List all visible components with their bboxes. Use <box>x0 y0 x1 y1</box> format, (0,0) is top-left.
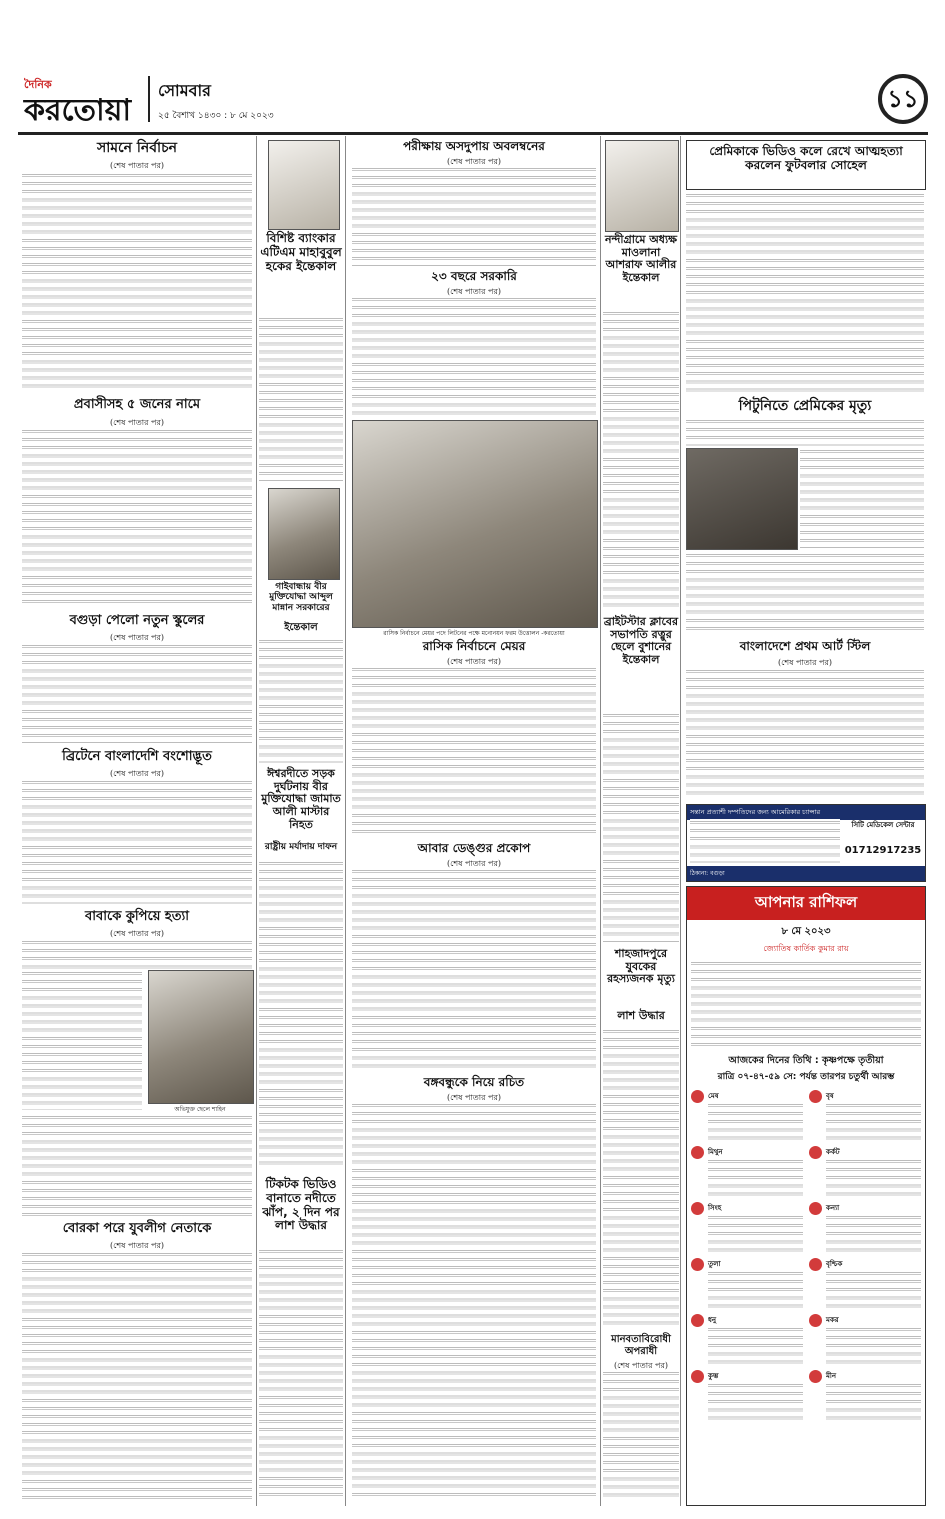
headline-britain: ব্রিটেনে বাংলাদেশি বংশোদ্ভূত <box>62 749 212 764</box>
photo-gaibandha <box>268 488 340 580</box>
body-pitunite <box>686 418 924 446</box>
rashi-name: কর্কট <box>826 1147 840 1156</box>
subtitle-ishwardi: রাষ্ট্রীয় মর্যাদায় দাফন <box>264 842 338 852</box>
headline-samne: সামনে নির্বাচন <box>96 140 178 156</box>
clinic-ad <box>686 804 926 882</box>
body-pitunite-3 <box>686 552 924 632</box>
headline-borka: বোরকা পরে যুবলীগ নেতাকে <box>62 1221 212 1236</box>
rashifal-header: আপনার রাশিফল <box>687 887 925 920</box>
headline-shahjadpur: শাহজাদপুরে যুবকের রহস্যজনক মৃত্যু <box>607 947 675 986</box>
rashi-item <box>809 1258 921 1310</box>
zodiac-icon <box>809 1146 822 1159</box>
photo-banker <box>268 140 340 230</box>
rashi-item <box>809 1314 921 1366</box>
premika-headline-box <box>686 140 926 190</box>
rashi-item <box>691 1370 803 1422</box>
rashi-name: কন্যা <box>826 1203 840 1212</box>
body-shahjadpur <box>603 1028 679 1328</box>
cont-sarkari: (শেষ পাতার পর) <box>446 287 502 296</box>
body-babake-2 <box>22 1114 252 1216</box>
photo-pitunite <box>686 448 798 550</box>
body-tiktok <box>259 1248 343 1500</box>
body-ishwardi <box>259 860 343 1170</box>
rashi-name: মীন <box>826 1371 837 1380</box>
photo-nandigram <box>605 140 679 232</box>
cont-manobota: (শেষ পাতার পর) <box>613 1361 669 1370</box>
headline-ishwardi: ঈশ্বরদীতে সড়ক দুর্ঘটনায় বীর মুক্তিযোদ্ধা জামাত আলী মাস্টার নিহত <box>261 767 341 831</box>
headline-bogura-school: বগুড়া পেলো নতুন স্কুলের <box>69 613 205 628</box>
rashi-name: বৃশ্চিক <box>826 1259 843 1268</box>
cont-bogura-school: (শেষ পাতার পর) <box>109 633 165 642</box>
body-gaibandha <box>259 638 343 763</box>
rashi-name: মকর <box>826 1315 839 1324</box>
cont-exam: (শেষ পাতার পর) <box>446 157 502 166</box>
headline-premika: প্রেমিকাকে ভিডিও কলে রেখে আত্মহত্যা করলেন ফুটবলার সোহেল <box>709 144 903 172</box>
body-banker <box>259 316 343 481</box>
rashi-item <box>809 1202 921 1254</box>
body-premika <box>686 192 924 392</box>
headline-bongobondhu: বঙ্গবন্ধুকে নিয়ে রচিত <box>423 1075 525 1089</box>
page-number: ১১ <box>878 74 928 124</box>
cont-probashi: (শেষ পাতার পর) <box>109 418 165 427</box>
cont-first-steel: (শেষ পাতার পর) <box>777 658 833 667</box>
logo-top: দৈনিক <box>24 78 52 91</box>
rashi-item <box>809 1090 921 1142</box>
rashi-item <box>691 1146 803 1198</box>
rashi-name: বৃষ <box>826 1091 834 1100</box>
zodiac-icon <box>809 1314 822 1327</box>
rashi-item <box>809 1146 921 1198</box>
logo <box>24 76 142 126</box>
photo-caption-shahin: অভিযুক্ত ছেলে শাহিন <box>174 1106 226 1113</box>
logo-main: করতোয়া <box>24 93 132 128</box>
photo-caption-rasik: রাসিক নির্বাচনে মেয়র পদে লিটনের পক্ষে মনোনয়ন ফরম উত্তোলন -করতোয়া <box>383 630 565 637</box>
tithi-title: আজকের দিনের তিথি : কৃষ্ণপক্ষে তৃতীয়া <box>728 1055 884 1066</box>
body-nandigram <box>603 310 679 610</box>
body-first-steel <box>686 668 924 798</box>
issue-day: সোমবার <box>158 81 211 100</box>
rashifal-date: ৮ মে ২০২৩ <box>781 926 831 937</box>
issue-date: ২৫ বৈশাখ ১৪৩০ : ৮ মে ২০২৩ <box>158 111 274 121</box>
rashi-name: তুলা <box>708 1259 721 1268</box>
cont-rasik: (শেষ পাতার পর) <box>446 657 502 666</box>
rashi-item <box>691 1258 803 1310</box>
rashi-grid <box>687 1090 925 1422</box>
body-bongobondhu <box>352 1102 596 1500</box>
ad-clinic: সিটি মেডিকেল সেন্টার <box>851 821 915 829</box>
body-borka <box>22 1251 252 1501</box>
body-samne <box>22 172 252 392</box>
headline-pitunite: পিটুনিতে প্রেমিকের মৃত্যু <box>738 398 872 414</box>
masthead <box>18 70 928 130</box>
rashi-item <box>809 1370 921 1422</box>
zodiac-icon <box>809 1370 822 1383</box>
cont-babake: (শেষ পাতার পর) <box>109 929 165 938</box>
headline-gaibandha: ইন্তেকাল <box>284 622 318 633</box>
body-manobota <box>603 1370 679 1500</box>
ad-phone: 01712917235 <box>844 845 922 856</box>
photo-rasik <box>352 420 598 628</box>
caption-gaibandha: গাইবান্ধায় বীর মুক্তিযোদ্ধা আব্দুল মান্নান সরকারের <box>269 582 333 613</box>
body-britain <box>22 779 252 904</box>
rashifal-author: জ্যোতিষ কার্তিক কুমার রায় <box>763 944 849 953</box>
zodiac-icon <box>691 1258 704 1271</box>
cont-samne: (শেষ পাতার পর) <box>109 161 165 170</box>
rashi-item <box>691 1314 803 1366</box>
headline-first-steel: বাংলাদেশে প্রথম আর্ট স্টিল <box>739 639 871 653</box>
zodiac-icon <box>691 1090 704 1103</box>
zodiac-icon <box>809 1090 822 1103</box>
headline-probashi: প্রবাসীসহ ৫ জনের নামে <box>73 397 201 412</box>
cont-borka: (শেষ পাতার পর) <box>109 1241 165 1250</box>
cont-bongobondhu: (শেষ পাতার পর) <box>446 1093 502 1102</box>
zodiac-icon <box>691 1370 704 1383</box>
rashi-name: মেষ <box>708 1091 719 1100</box>
tithi-sub: রাত্রি ০৭-৪৭-৫৯ সে: পর্যন্ত তারপর চতুর্থী আরম্ভ <box>717 1072 895 1082</box>
body-rasik <box>352 666 596 836</box>
rashi-name: সিংহ <box>708 1203 722 1212</box>
headline-shahjadpur-2: লাশ উদ্ধার <box>617 1009 665 1022</box>
rashi-item <box>691 1090 803 1142</box>
headline-babake: বাবাকে কুপিয়ে হত্যা <box>84 909 190 924</box>
headline-exam: পরীক্ষায় অসদুপায় অবলম্বনের <box>403 139 545 153</box>
body-dengue <box>352 868 596 1068</box>
headline-rasik: রাসিক নির্বাচনে মেয়র <box>422 639 526 653</box>
body-bogura-school <box>22 643 252 743</box>
body-sarkari <box>352 296 596 416</box>
headline-tiktok: টিকটক ভিডিও বানাতে নদীতে ঝাঁপ, ২ দিন পর লাশ উদ্ধার <box>262 1177 340 1233</box>
rashi-name: মিথুন <box>708 1147 723 1156</box>
headline-dengue: আবার ডেঙ্গুর প্রকোপ <box>417 841 531 855</box>
headline-banker: বিশিষ্ট ব্যাংকার এটিএম মাহাবুবুল হকের ইন্তেকাল <box>260 231 342 273</box>
headline-brighstar: ব্রাইটস্টার ক্লাবের সভাপতি রত্নুর ছেলে বুশানের ইন্তেকাল <box>603 615 679 666</box>
rashifal <box>686 886 926 1506</box>
zodiac-icon <box>691 1314 704 1327</box>
body-brighstar <box>603 712 679 942</box>
body-babake-left <box>22 970 142 1110</box>
zodiac-icon <box>809 1202 822 1215</box>
headline-nandigram: নন্দীগ্রামে অধ্যক্ষ মাওলানা আশরাফ আলীর ইন্তেকাল <box>604 233 678 284</box>
ad-top: সন্তান প্রত্যাশী দম্পতিদের জন্য আমেরিকার চ্যান্সার <box>687 805 925 820</box>
zodiac-icon <box>691 1146 704 1159</box>
cont-dengue: (শেষ পাতার পর) <box>446 859 502 868</box>
body-pitunite-2 <box>800 448 924 548</box>
zodiac-icon <box>809 1258 822 1271</box>
headline-manobota: মানবতাবিরোধী অপরাধী <box>611 1334 671 1357</box>
headline-sarkari: ২৩ বছরে সরকারি <box>431 269 517 283</box>
cont-britain: (শেষ পাতার পর) <box>109 769 165 778</box>
rashi-name: কুম্ভ <box>708 1371 719 1380</box>
body-babake <box>22 939 252 969</box>
zodiac-icon <box>691 1202 704 1215</box>
rashi-name: ধনু <box>708 1315 717 1324</box>
body-exam <box>352 166 596 266</box>
body-probashi <box>22 428 252 608</box>
rashi-item <box>691 1202 803 1254</box>
ad-footer: ঠিকানা: বগুড়া <box>687 866 926 881</box>
photo-shahin <box>148 970 254 1104</box>
